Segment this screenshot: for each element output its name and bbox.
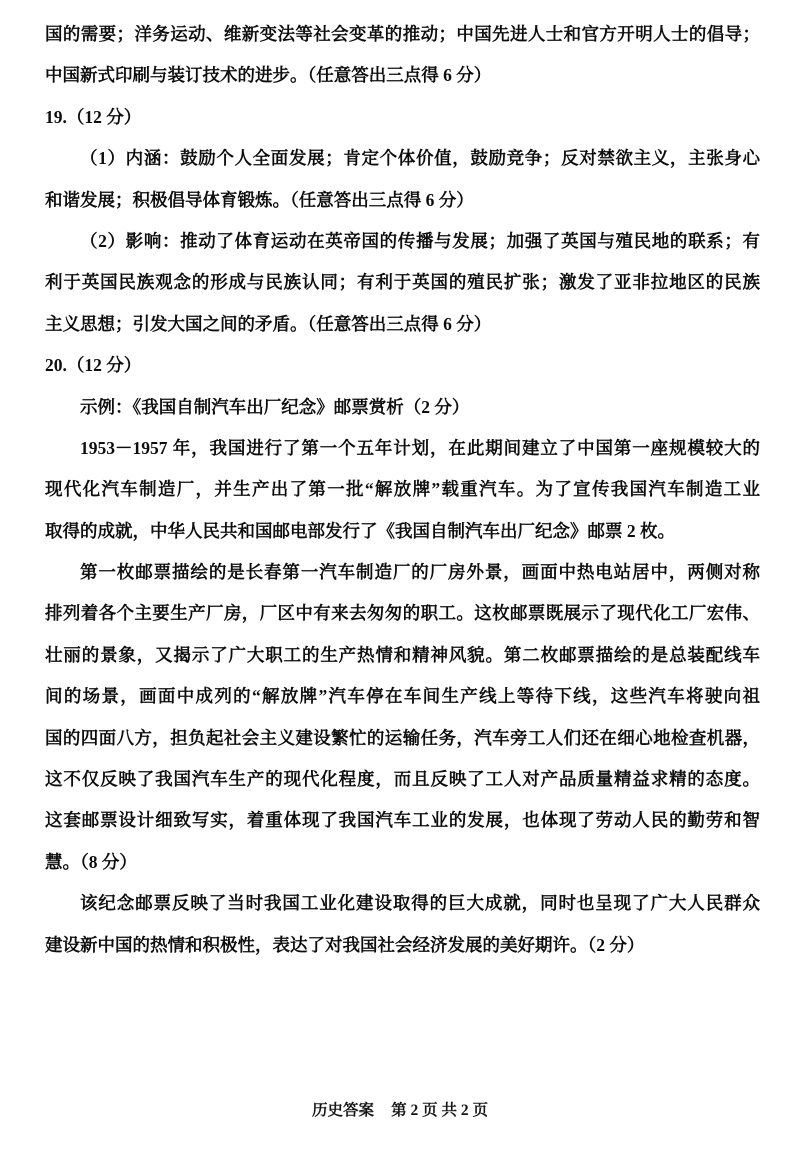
text-line: 这不仅反映了我国汽车生产的现代化程度，而且反映了工人对产品质量精益求精的态度。	[45, 769, 760, 790]
footer-page-number: 第 2 页 共 2 页	[391, 1102, 488, 1119]
page-footer	[0, 1100, 800, 1122]
text-line: 壮丽的景象，又揭示了广大职工的生产热情和精神风貌。第二枚邮票描绘的是总装配线车	[45, 644, 760, 665]
text-line: 这套邮票设计细致写实，着重体现了我国汽车工业的发展，也体现了劳动人民的勤劳和智	[45, 810, 760, 831]
document-body	[45, 14, 760, 966]
text-line: 20.（12 分）	[45, 355, 142, 376]
text-line: 1953－1957 年，我国进行了第一个五年计划，在此期间建立了中国第一座规模较大的	[80, 437, 760, 458]
text-line: 国的四面八方，担负起社会主义建设繁忙的运输任务，汽车旁工人们还在细心地检查机器，	[45, 727, 760, 748]
text-line: 利于英国民族观念的形成与民族认同；有利于英国的殖民扩张；激发了亚非拉地区的民族	[45, 272, 760, 293]
footer-doc-title: 历史答案	[312, 1102, 375, 1119]
text-line: 主义思想；引发大国之间的矛盾。（任意答出三点得 6 分）	[45, 313, 492, 334]
text-line: 建设新中国的热情和积极性，表达了对我国社会经济发展的美好期许。（2 分）	[45, 934, 645, 955]
text-line: 国的需要；洋务运动、维新变法等社会变革的推动；中国先进人士和官方开明人士的倡导；	[45, 24, 760, 44]
text-line: 现代化汽车制造厂，并生产出了第一批“解放牌”载重汽车。为了宣传我国汽车制造工业	[45, 479, 760, 500]
text-line: （2）影响：推动了体育运动在英帝国的传播与发展；加强了英国与殖民地的联系；有	[80, 230, 760, 251]
text-line: 慧。（8 分）	[45, 851, 137, 872]
text-line: 示例：《我国自制汽车出厂纪念》邮票赏析（2 分）	[80, 396, 470, 417]
text-line: 和谐发展；积极倡导体育锻炼。（任意答出三点得 6 分）	[45, 189, 474, 210]
text-line: 取得的成就，中华人民共和国邮电部发行了《我国自制汽车出厂纪念》邮票 2 枚。	[45, 520, 675, 541]
text-line: 第一枚邮票描绘的是长春第一汽车制造厂的厂房外景，画面中热电站居中，两侧对称	[80, 562, 760, 583]
text-line: 19.（12 分）	[45, 106, 142, 127]
text-line: 排列着各个主要生产厂房，厂区中有来去匆匆的职工。这枚邮票既展示了现代化工厂宏伟、	[45, 603, 760, 624]
text-line: 间的场景，画面中成列的“解放牌”汽车停在车间生产线上等待下线，这些汽车将驶向祖	[45, 686, 760, 707]
text-line: （1）内涵：鼓励个人全面发展；肯定个体价值，鼓励竞争；反对禁欲主义，主张身心	[80, 148, 760, 169]
text-line: 该纪念邮票反映了当时我国工业化建设取得的巨大成就，同时也呈现了广大人民群众	[80, 893, 760, 914]
text-line: 中国新式印刷与装订技术的进步。（任意答出三点得 6 分）	[45, 65, 492, 86]
